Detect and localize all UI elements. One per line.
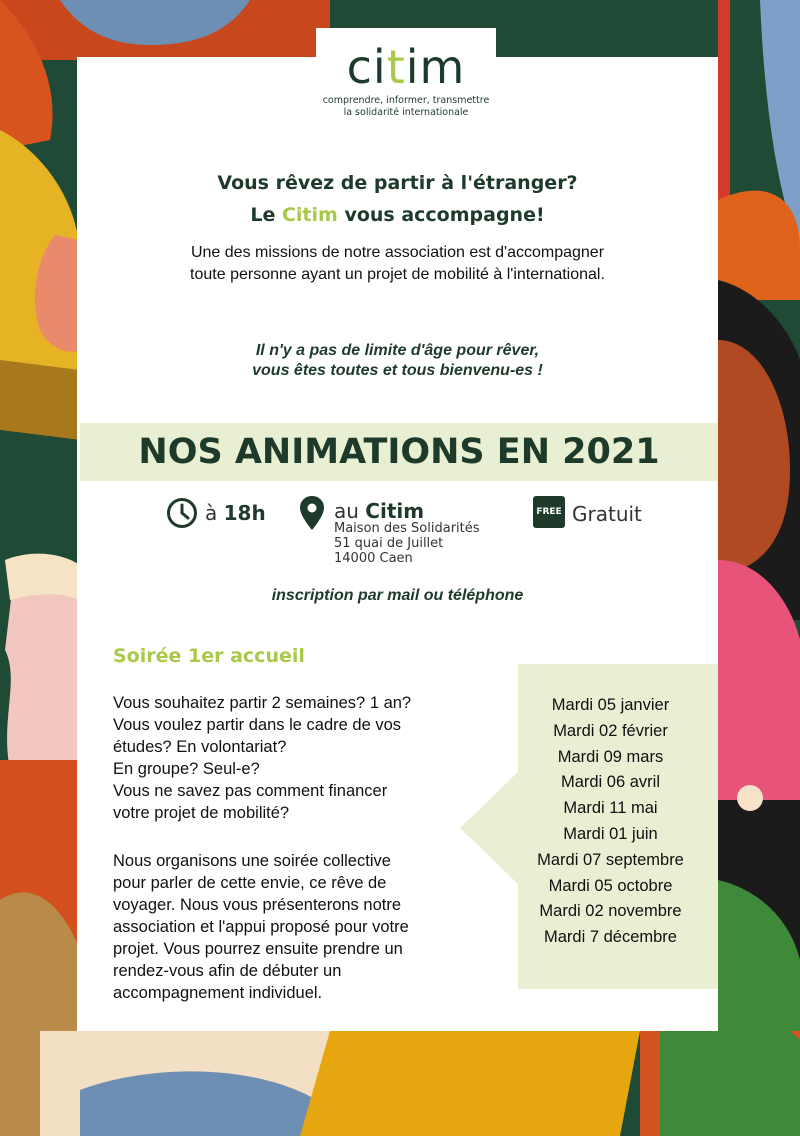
price-info: Gratuit <box>572 502 642 526</box>
motto-line-2: vous êtes toutes et tous bienvenu-es ! <box>252 362 543 379</box>
address-line-1: Maison des Solidarités <box>334 521 480 536</box>
section-title: Soirée 1er accueil <box>113 645 305 667</box>
paragraph-1-line: Vous voulez partir dans le cadre de vos <box>113 716 402 734</box>
date-item: Mardi 06 avril <box>560 773 661 792</box>
logo-tagline-1: comprendre, informer, transmettre <box>322 95 490 106</box>
dates-list <box>518 693 703 951</box>
headline-line-1: Vous rêvez de partir à l'étranger? <box>217 172 578 194</box>
date-item: Mardi 02 novembre <box>539 902 682 921</box>
paragraph-2-line: Nous organisons une soirée collective <box>113 852 391 870</box>
intro-line-2: toute personne ayant un projet de mobilité à l'international. <box>190 266 605 283</box>
address-line-3: 14000 Caen <box>334 551 413 566</box>
paragraph-1-line: Vous souhaitez partir 2 semaines? 1 an? <box>113 694 412 712</box>
logo-tagline-2: la solidarité internationale <box>343 107 469 118</box>
date-item: Mardi 01 juin <box>563 824 658 843</box>
paragraph-2-line: association et l'appui proposé pour votre <box>113 918 409 936</box>
date-item: Mardi 09 mars <box>557 747 664 766</box>
date-item: Mardi 05 octobre <box>548 876 673 895</box>
date-item: Mardi 05 janvier <box>551 696 670 714</box>
date-item: Mardi 07 septembre <box>537 850 684 869</box>
date-item: Mardi 7 décembre <box>544 928 677 947</box>
intro-line-1: Une des missions de notre association est d'accompagner <box>190 244 605 261</box>
location-pin-icon <box>300 496 324 532</box>
logo-wordmark: citim <box>346 40 466 94</box>
motto-line-1: Il n'y a pas de limite d'âge pour rêver, <box>255 342 540 359</box>
time-info: à 18h <box>205 501 266 525</box>
section-paragraph-1 <box>113 692 483 824</box>
section-paragraph-2 <box>113 850 483 1004</box>
clock-icon <box>166 497 198 529</box>
paragraph-1-line: En groupe? Seul-e? <box>113 760 260 778</box>
paragraph-1-line: votre projet de mobilité? <box>113 804 290 822</box>
registration-note: inscription par mail ou téléphone <box>271 587 524 604</box>
banner-title: NOS ANIMATIONS EN 2021 <box>138 432 660 472</box>
place-info: au Citim <box>334 499 425 523</box>
paragraph-1-line: Vous ne savez pas comment financer <box>113 782 388 800</box>
citim-logo <box>316 28 496 126</box>
free-badge-icon: FREE <box>533 496 565 528</box>
date-item: Mardi 11 mai <box>563 799 658 818</box>
paragraph-2-line: accompagnement individuel. <box>113 984 323 1002</box>
paragraph-2-line: voyager. Nous vous présenterons notre <box>113 896 402 914</box>
address-line-2: 51 quai de Juillet <box>334 536 444 551</box>
paragraph-2-line: projet. Vous pourrez ensuite prendre un <box>113 940 403 958</box>
paragraph-1-line: études? En volontariat? <box>113 738 287 756</box>
date-item: Mardi 02 février <box>553 721 668 740</box>
headline-line-2: Le Citim vous accompagne! <box>250 204 545 226</box>
paragraph-2-line: pour parler de cette envie, ce rêve de <box>113 874 387 892</box>
dates-callout-pointer <box>460 772 518 884</box>
paragraph-2-line: rendez-vous afin de débuter un <box>113 962 342 980</box>
animations-banner <box>80 423 718 481</box>
